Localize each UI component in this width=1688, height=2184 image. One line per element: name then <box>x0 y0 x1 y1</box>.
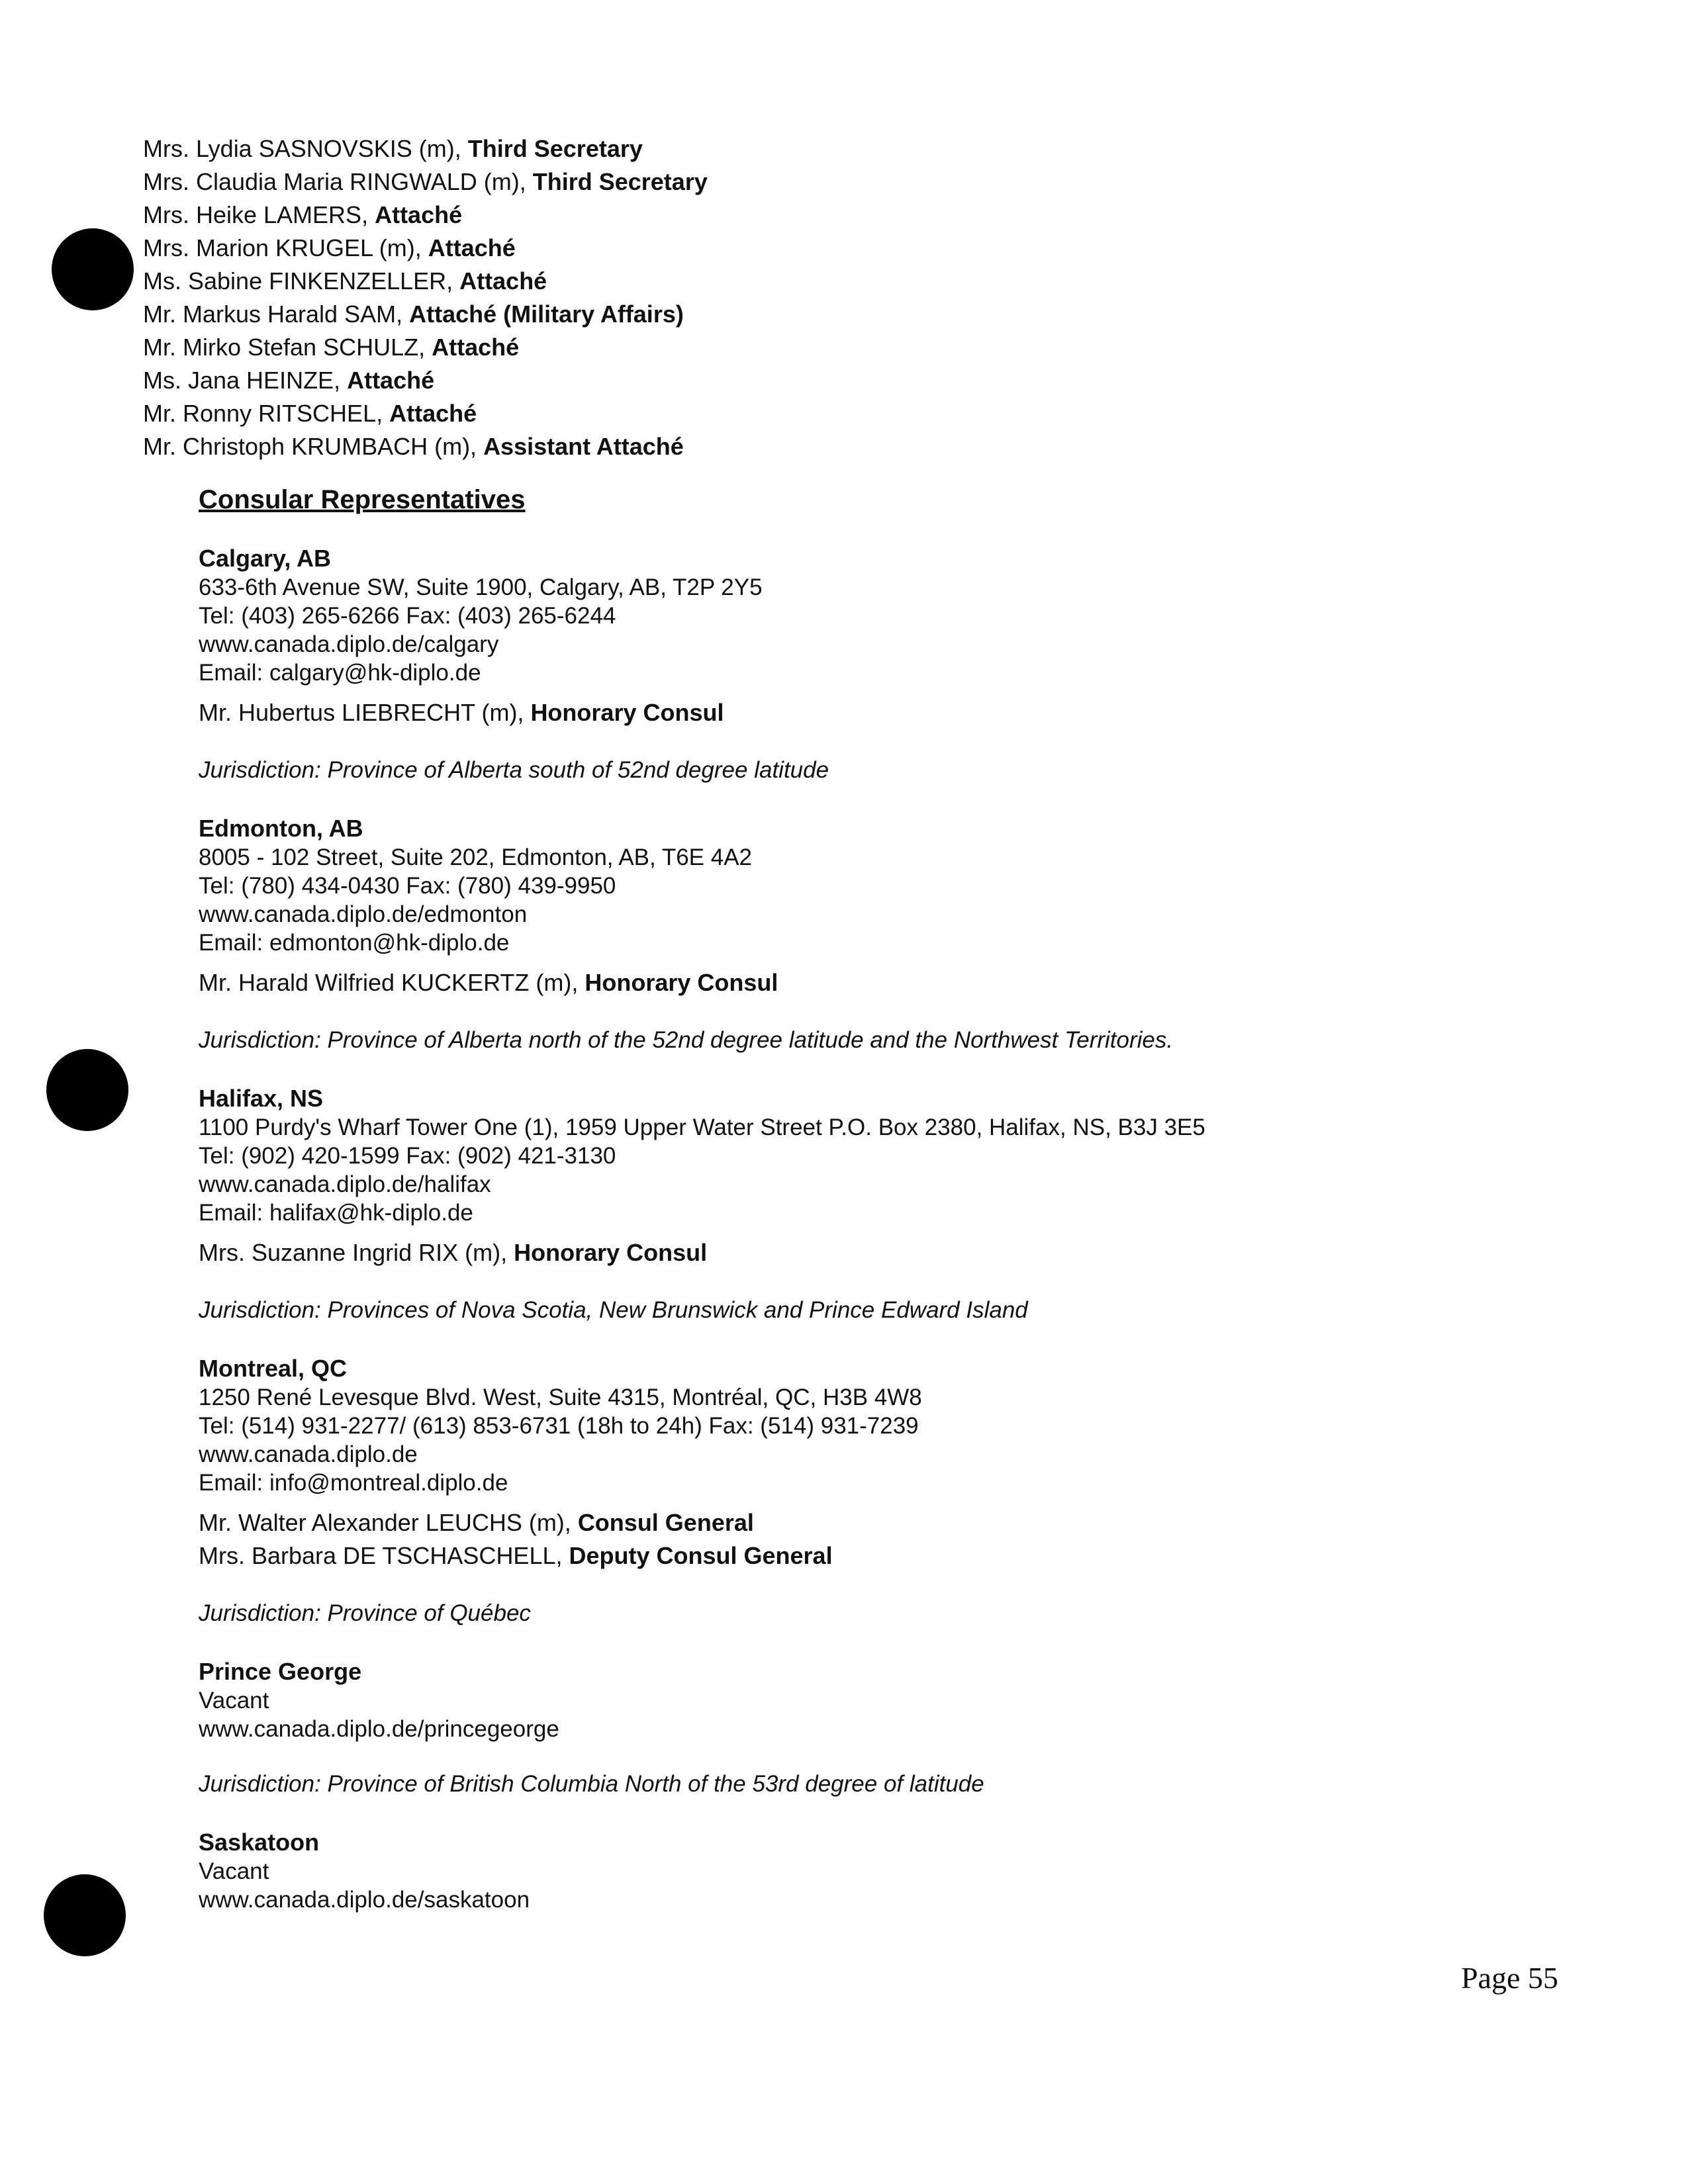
office-person <box>199 966 1523 999</box>
staff-name: Mrs. Claudia Maria RINGWALD (m), <box>143 168 533 195</box>
staff-entry <box>143 331 708 364</box>
office-address: 1100 Purdy's Wharf Tower One (1), 1959 Upper Water Street P.O. Box 2380, Halifax, NS, B3J 3E5 <box>199 1115 1205 1140</box>
staff-title: Third Secretary <box>532 168 708 195</box>
office-city: Edmonton, AB <box>199 815 363 842</box>
office-website: www.canada.diplo.de/saskatoon <box>199 1887 530 1913</box>
office-people <box>199 966 1523 999</box>
staff-name: Ms. Jana HEINZE, <box>143 367 348 394</box>
person-title: Honorary Consul <box>585 969 778 996</box>
person-title: Honorary Consul <box>514 1239 708 1266</box>
staff-title: Attaché <box>428 234 516 261</box>
office-phone: Tel: (514) 931-2277/ (613) 853-6731 (18h to 24h) Fax: (514) 931-7239 <box>199 1413 919 1439</box>
office-city: Montreal, QC <box>199 1355 348 1382</box>
office-phone: Tel: (403) 265-6266 Fax: (403) 265-6244 <box>199 603 616 629</box>
punch-hole <box>44 1874 126 1956</box>
office-person <box>199 696 1523 729</box>
staff-title: Attaché <box>432 334 520 361</box>
office-address: 633-6th Avenue SW, Suite 1900, Calgary, AB, T2P 2Y5 <box>199 574 763 600</box>
office-people <box>199 1236 1523 1269</box>
office-address: 1250 René Levesque Blvd. West, Suite 4315, Montréal, QC, H3B 4W8 <box>199 1385 922 1410</box>
office-email: Email: calgary@hk-diplo.de <box>199 660 481 686</box>
staff-entry <box>143 397 708 430</box>
staff-list <box>143 132 708 463</box>
staff-name: Mr. Christoph KRUMBACH (m), <box>143 433 484 460</box>
staff-title: Attaché <box>347 367 435 394</box>
office-city: Calgary, AB <box>199 545 332 572</box>
staff-title: Third Secretary <box>467 135 643 162</box>
office-people <box>199 1506 1523 1572</box>
staff-entry <box>143 199 708 232</box>
staff-name: Mrs. Heike LAMERS, <box>143 201 375 228</box>
office-city: Halifax, NS <box>199 1085 324 1112</box>
office-edmonton <box>199 814 1523 1055</box>
office-website: www.canada.diplo.de <box>199 1441 418 1467</box>
office-jurisdiction: Jurisdiction: Provinces of Nova Scotia, New Brunswick and Prince Edward Island <box>199 1297 1028 1323</box>
person-title: Deputy Consul General <box>569 1542 833 1569</box>
office-calgary <box>199 544 1523 785</box>
staff-name: Mr. Markus Harald SAM, <box>143 300 410 328</box>
office-jurisdiction: Jurisdiction: Province of Alberta south of 52nd degree latitude <box>199 757 829 783</box>
staff-title: Assistant Attaché <box>483 433 684 460</box>
staff-entry <box>143 430 708 463</box>
staff-entry <box>143 132 708 165</box>
page-number: Page 55 <box>1461 1961 1558 1995</box>
office-website: www.canada.diplo.de/halifax <box>199 1171 491 1197</box>
office-city: Prince George <box>199 1658 362 1685</box>
office-website: www.canada.diplo.de/princegeorge <box>199 1716 559 1742</box>
staff-title: Attaché (Military Affairs) <box>409 300 684 328</box>
office-email: Email: info@montreal.diplo.de <box>199 1470 508 1496</box>
office-people <box>199 696 1523 729</box>
office-jurisdiction: Jurisdiction: Province of Québec <box>199 1600 531 1626</box>
person-title: Consul General <box>577 1509 754 1536</box>
office-halifax <box>199 1084 1523 1325</box>
person-name: Mr. Harald Wilfried KUCKERTZ (m), <box>199 969 585 996</box>
office-prince-george <box>199 1657 1523 1799</box>
office-address: 8005 - 102 Street, Suite 202, Edmonton, AB, T6E 4A2 <box>199 844 753 870</box>
office-saskatoon <box>199 1828 1523 1914</box>
staff-entry <box>143 265 708 298</box>
staff-entry <box>143 298 708 331</box>
punch-hole <box>52 228 134 310</box>
office-email: Email: edmonton@hk-diplo.de <box>199 930 510 956</box>
staff-entry <box>143 165 708 199</box>
staff-name: Mr. Mirko Stefan SCHULZ, <box>143 334 432 361</box>
section-title: Consular Representatives <box>199 485 526 514</box>
consular-section <box>199 483 1523 1943</box>
person-name: Mr. Walter Alexander LEUCHS (m), <box>199 1509 578 1536</box>
office-status: Vacant <box>199 1688 269 1713</box>
staff-title: Attaché <box>375 201 463 228</box>
staff-name: Ms. Sabine FINKENZELLER, <box>143 267 460 295</box>
staff-entry <box>143 364 708 397</box>
staff-name: Mr. Ronny RITSCHEL, <box>143 400 390 427</box>
office-phone: Tel: (902) 420-1599 Fax: (902) 421-3130 <box>199 1143 616 1169</box>
office-montreal <box>199 1354 1523 1628</box>
person-name: Mr. Hubertus LIEBRECHT (m), <box>199 699 531 726</box>
office-website: www.canada.diplo.de/edmonton <box>199 901 528 927</box>
person-title: Honorary Consul <box>530 699 724 726</box>
staff-name: Mrs. Marion KRUGEL (m), <box>143 234 428 261</box>
office-phone: Tel: (780) 434-0430 Fax: (780) 439-9950 <box>199 873 616 899</box>
office-jurisdiction: Jurisdiction: Province of British Columbia North of the 53rd degree of latitude <box>199 1771 984 1797</box>
person-name: Mrs. Suzanne Ingrid RIX (m), <box>199 1239 514 1266</box>
staff-title: Attaché <box>389 400 477 427</box>
office-status: Vacant <box>199 1858 269 1884</box>
office-person <box>199 1539 1523 1572</box>
staff-entry <box>143 232 708 265</box>
office-jurisdiction: Jurisdiction: Province of Alberta north of the 52nd degree latitude and the Northwest Territories. <box>199 1027 1174 1053</box>
office-person <box>199 1506 1523 1539</box>
office-city: Saskatoon <box>199 1829 320 1856</box>
person-name: Mrs. Barbara DE TSCHASCHELL, <box>199 1542 569 1569</box>
office-email: Email: halifax@hk-diplo.de <box>199 1200 473 1226</box>
punch-hole <box>46 1049 128 1131</box>
office-person <box>199 1236 1523 1269</box>
staff-name: Mrs. Lydia SASNOVSKIS (m), <box>143 135 468 162</box>
staff-title: Attaché <box>459 267 547 295</box>
office-website: www.canada.diplo.de/calgary <box>199 631 499 657</box>
